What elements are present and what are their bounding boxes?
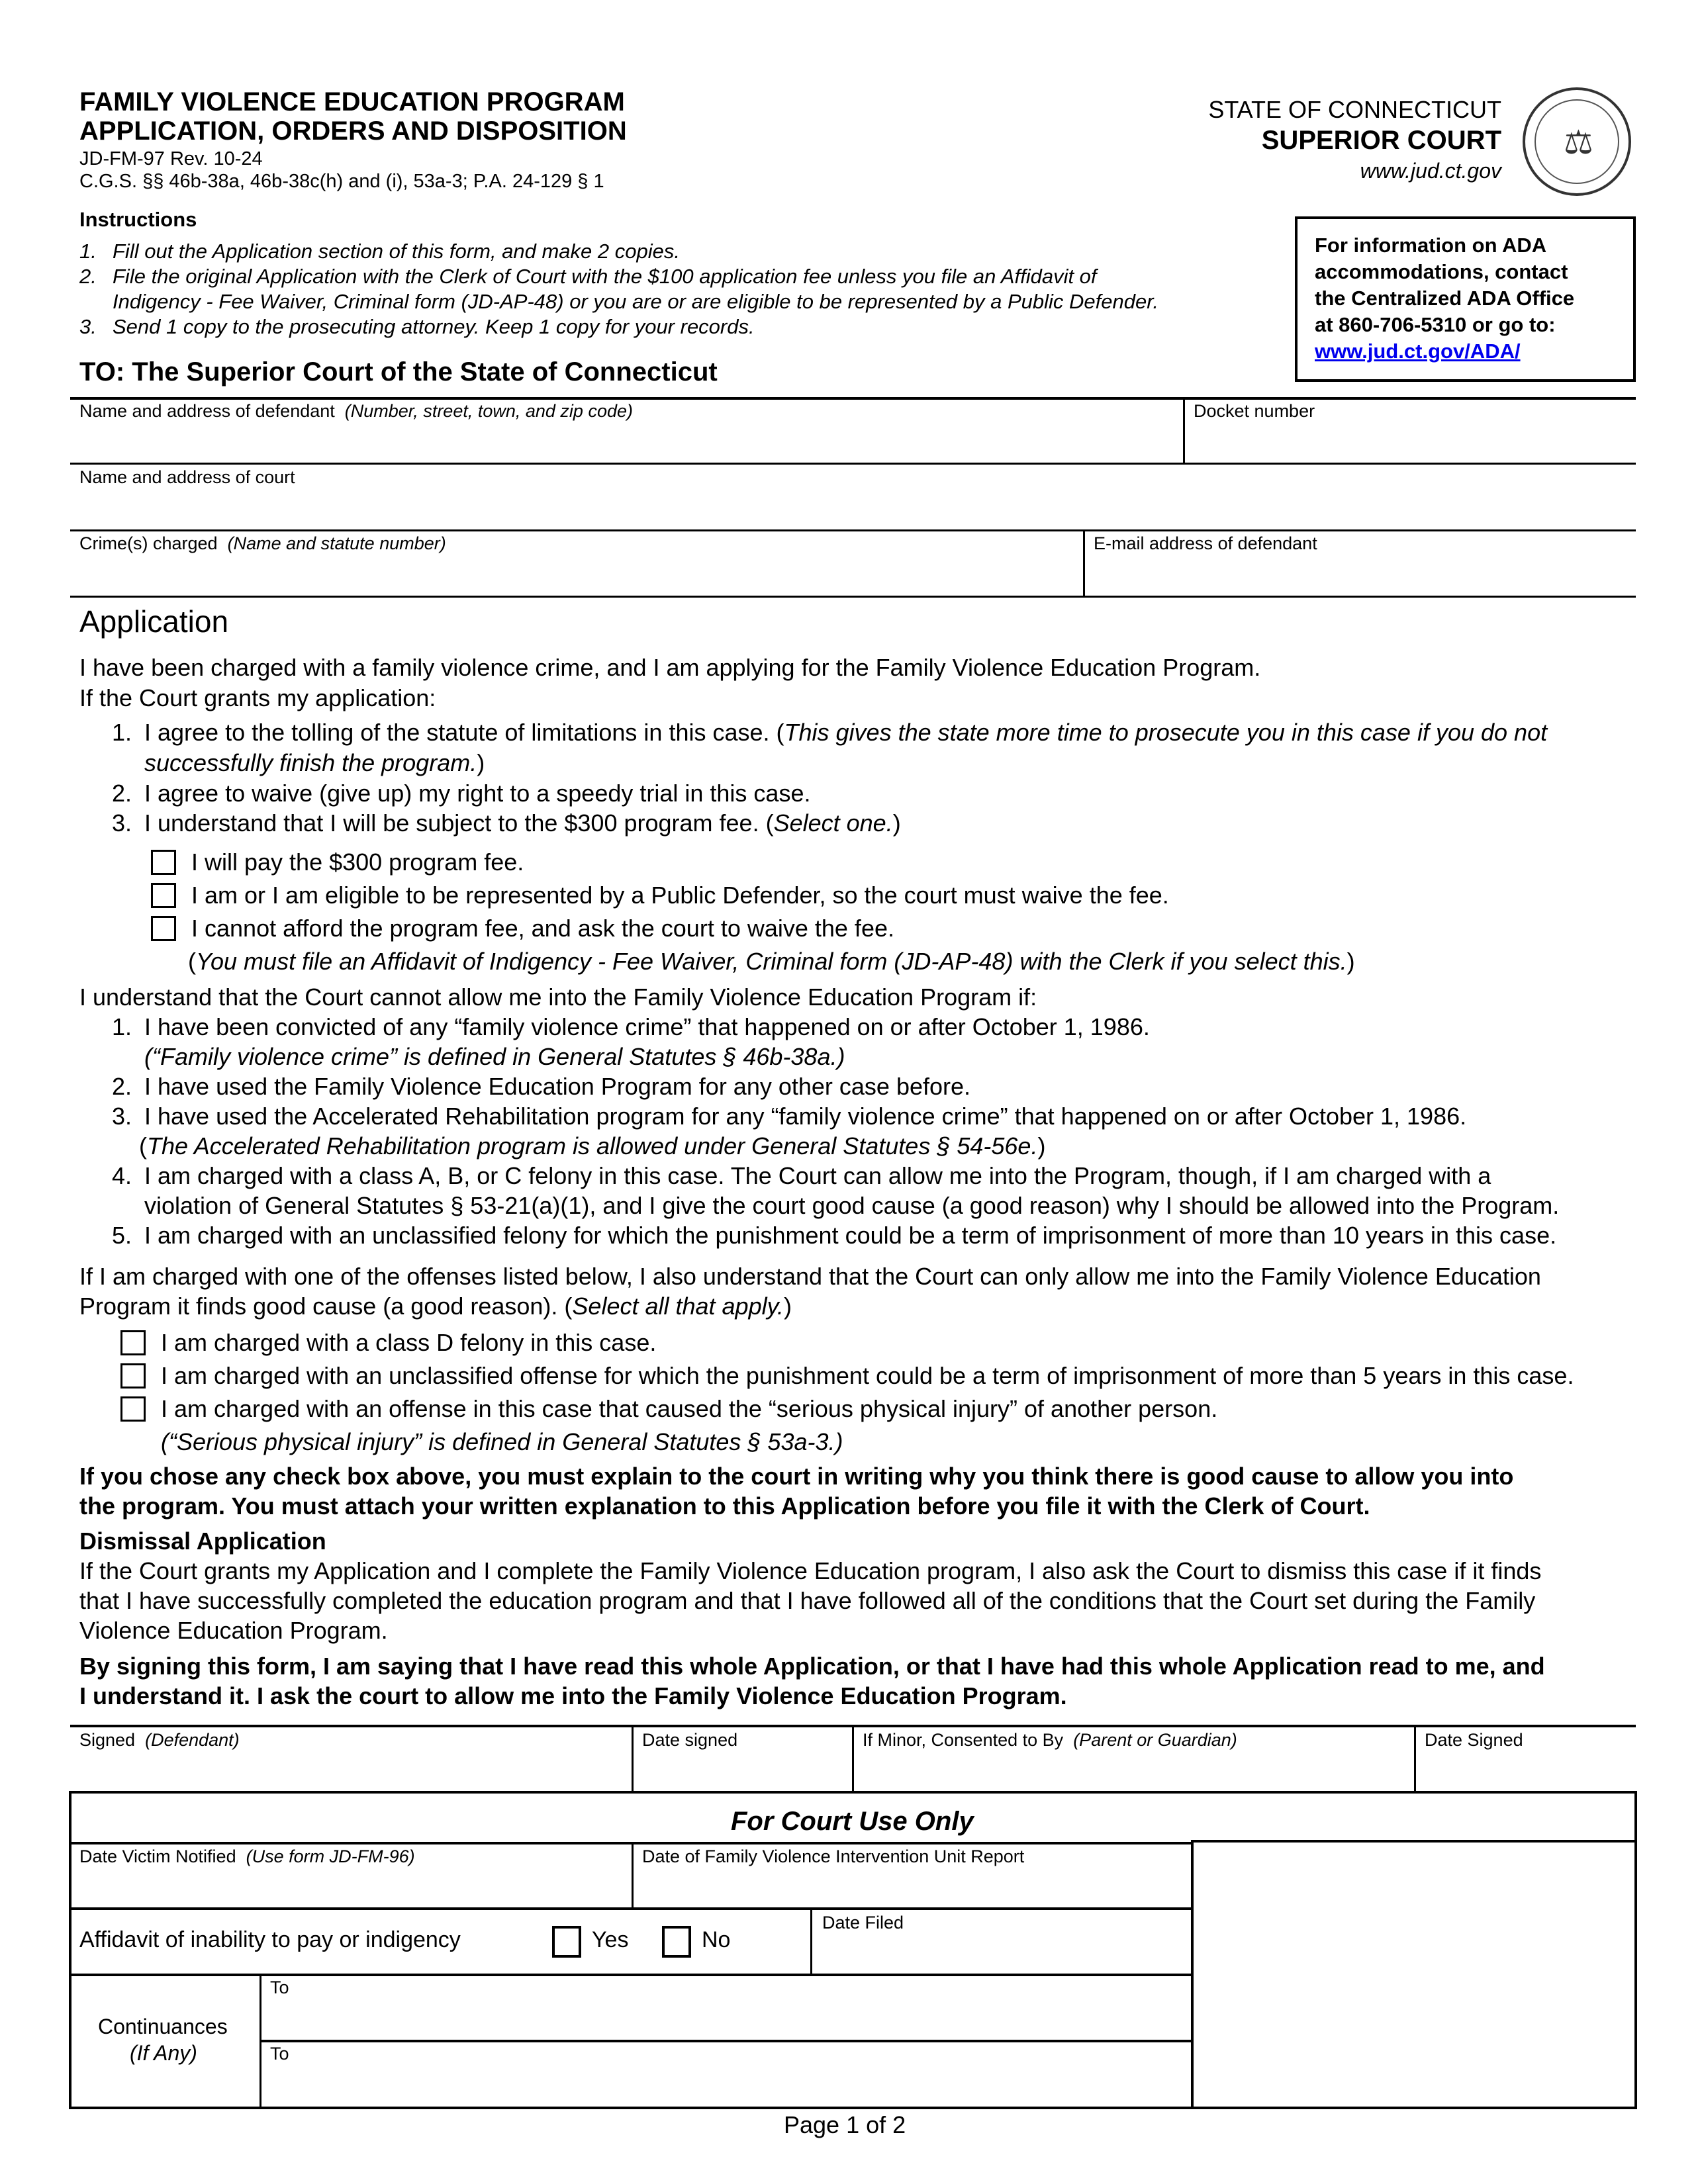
state-name: STATE OF CONNECTICUT: [1208, 96, 1501, 123]
list-num: 2.: [112, 780, 132, 807]
dismissal-text: that I have successfully completed the education program and that I have followed all of the conditions that the Court set during the Family: [79, 1587, 1536, 1614]
docket-field[interactable]: Docket number: [1194, 401, 1315, 421]
condition-1-note: (“Family violence crime” is defined in General Statutes § 46b-38a.): [144, 1043, 845, 1070]
text: This gives the state more time to prosecute you in this case if you do not: [784, 719, 1548, 746]
list-num: 5.: [112, 1222, 132, 1249]
dismissal-heading: Dismissal Application: [79, 1527, 326, 1555]
condition-4: I am charged with a class A, B, or C felony in this case. The Court can allow me into the Program, though, if I am charged with a: [144, 1162, 1491, 1189]
if-any-label: (If Any): [130, 2041, 197, 2065]
instr-text: Indigency - Fee Waiver, Criminal form (JD-AP-48) or you are or are eligible to be represented by a Public Defender.: [113, 290, 1158, 313]
field-label: Name and address of defendant: [79, 401, 335, 421]
signature-statement: By signing this form, I am saying that I have read this whole Application, or that I have had this whole Application read to me, and: [79, 1653, 1545, 1680]
list-num: 3.: [112, 1103, 132, 1130]
affidavit-yes-label: Yes: [592, 1927, 629, 1952]
offense-checkbox-serious-injury[interactable]: [120, 1396, 146, 1422]
field-label: If Minor, Consented to By: [863, 1730, 1064, 1750]
date-filed-field[interactable]: Date Filed: [822, 1913, 904, 1933]
field-hint: (Defendant): [145, 1730, 240, 1750]
form-title-line2: APPLICATION, ORDERS AND DISPOSITION: [79, 116, 627, 146]
affidavit-yes-checkbox[interactable]: [552, 1926, 581, 1958]
offense-note: (“Serious physical injury” is defined in General Statutes § 53a-3.): [161, 1428, 843, 1455]
court-use-title: For Court Use Only: [731, 1807, 974, 1836]
explanation-warning: the program. You must attach your written explanation to this Application before you file it with the Clerk of Court.: [79, 1492, 1370, 1520]
guardian-date-signed-field[interactable]: Date Signed: [1425, 1730, 1523, 1750]
field-hint: (Use form JD-FM-96): [246, 1846, 415, 1866]
offense-checkbox-class-d[interactable]: [120, 1330, 146, 1355]
victim-notified-field[interactable]: [79, 1846, 415, 1867]
agreement-1-cont: successfully finish the program.): [144, 749, 485, 776]
ada-line: at 860-706-5310 or go to:: [1315, 313, 1556, 336]
not-allowed-intro: I understand that the Court cannot allow me into the Family Violence Education Program if:: [79, 983, 1037, 1011]
condition-4-cont: violation of General Statutes § 53-21(a)(1), and I give the court good cause (a good reason) why I should be allowed into the Program.: [144, 1192, 1560, 1219]
list-num: 1.: [112, 719, 132, 746]
good-cause-text: If I am charged with one of the offenses listed below, I also understand that the Court can only allow me into the Family Violence Education: [79, 1263, 1541, 1290]
text: The Accelerated Rehabilitation program is allowed under General Statutes § 54-56e.: [147, 1132, 1038, 1160]
agreement-2: I agree to waive (give up) my right to a speedy trial in this case.: [144, 780, 811, 807]
continuance-to-field-2[interactable]: To: [270, 2044, 289, 2064]
intro-text: If the Court grants my application:: [79, 684, 436, 711]
affidavit-no-checkbox[interactable]: [662, 1926, 691, 1958]
form-title-line1: FAMILY VIOLENCE EDUCATION PROGRAM: [79, 87, 625, 116]
affidavit-label: Affidavit of inability to pay or indigency: [79, 1927, 461, 1952]
guardian-consent-field[interactable]: [863, 1730, 1237, 1751]
dismissal-text: Violence Education Program.: [79, 1617, 388, 1644]
instructions-heading: Instructions: [79, 208, 197, 231]
application-heading: Application: [79, 604, 229, 639]
condition-3-note: (The Accelerated Rehabilitation program is allowed under General Statutes § 54-56e.): [139, 1132, 1046, 1160]
offense-option: I am charged with an unclassified offense for which the punishment could be a term of imprisonment of more than 5 years in this case.: [161, 1362, 1574, 1389]
explanation-warning: If you chose any check box above, you must explain to the court in writing why you think there is good cause to allow you into: [79, 1463, 1514, 1490]
condition-5: I am charged with an unclassified felony for which the punishment could be a term of imprisonment of more than 10 years in this case.: [144, 1222, 1557, 1249]
text: You must file an Affidavit of Indigency - Fee Waiver, Criminal form (JD-AP-48) with the Clerk if you select this.: [196, 948, 1347, 975]
ada-line: the Centralized ADA Office: [1315, 287, 1575, 310]
text: Program it finds good cause (a good reason). (: [79, 1293, 573, 1320]
text: Select all that apply.: [572, 1293, 784, 1320]
ada-line: For information on ADA: [1315, 234, 1547, 257]
offense-option: I am charged with an offense in this case that caused the “serious physical injury” of another person.: [161, 1395, 1218, 1422]
instr-text: File the original Application with the Clerk of Court with the $100 application fee unless you file an Affidavit of: [113, 265, 1097, 288]
list-num: 3.: [112, 809, 132, 837]
signature-statement: I understand it. I ask the court to allow me into the Family Violence Education Program.: [79, 1682, 1067, 1709]
court-address-field[interactable]: Name and address of court: [79, 467, 295, 487]
signature-field[interactable]: [79, 1730, 240, 1751]
fee-option: I am or I am eligible to be represented by a Public Defender, so the court must waive the fee.: [191, 882, 1169, 909]
field-label: Crime(s) charged: [79, 533, 218, 553]
state-seal-logo: ⚖: [1523, 87, 1631, 196]
court-stamp-area: [1191, 1840, 1637, 2109]
fee-checkbox-pay[interactable]: [151, 850, 176, 875]
statutes: C.G.S. §§ 46b-38a, 46b-38c(h) and (i), 53a-3; P.A. 24-129 § 1: [79, 171, 604, 192]
text: Select one.: [773, 809, 893, 837]
fee-checkbox-public-defender[interactable]: [151, 883, 176, 908]
field-hint: (Name and statute number): [227, 533, 446, 553]
affidavit-no-label: No: [702, 1927, 731, 1952]
intro-text: I have been charged with a family violence crime, and I am applying for the Family Violence Education Program.: [79, 654, 1261, 681]
offense-option: I am charged with a class D felony in this case.: [161, 1329, 657, 1356]
to-heading: TO: The Superior Court of the State of Connecticut: [79, 357, 718, 387]
continuances-label: Continuances: [98, 2015, 228, 2038]
continuance-to-field-1[interactable]: To: [270, 1978, 289, 1997]
fviu-report-field[interactable]: Date of Family Violence Intervention Unit Report: [642, 1846, 1025, 1866]
fee-checkbox-cannot-afford[interactable]: [151, 916, 176, 941]
condition-2: I have used the Family Violence Education Program for any other case before.: [144, 1073, 971, 1100]
instr-num: 3.: [79, 315, 97, 338]
email-field[interactable]: E-mail address of defendant: [1094, 533, 1317, 553]
agreement-3: I understand that I will be subject to the $300 program fee. (Select one.): [144, 809, 901, 837]
instr-text: Fill out the Application section of this form, and make 2 copies.: [113, 240, 680, 263]
list-num: 1.: [112, 1013, 132, 1040]
agreement-1: [144, 719, 1547, 747]
field-hint: (Parent or Guardian): [1073, 1730, 1237, 1750]
ada-line: accommodations, contact: [1315, 260, 1568, 283]
form-id: JD-FM-97 Rev. 10-24: [79, 148, 263, 169]
list-num: 4.: [112, 1162, 132, 1189]
instr-num: 1.: [79, 240, 97, 263]
field-label: Date Victim Notified: [79, 1846, 236, 1866]
ada-info-box: [1295, 216, 1636, 382]
text: I understand that I will be subject to the $300 program fee. (: [144, 809, 774, 837]
good-cause-text: Program it finds good cause (a good reason). (Select all that apply.): [79, 1293, 792, 1320]
fee-option: I cannot afford the program fee, and ask the court to waive the fee.: [191, 915, 894, 942]
ada-link[interactable]: www.jud.ct.gov/ADA/: [1315, 340, 1521, 363]
list-num: 2.: [112, 1073, 132, 1100]
condition-3: I have used the Accelerated Rehabilitation program for any “family violence crime” that happened on or after October 1, 1986.: [144, 1103, 1467, 1130]
date-signed-field[interactable]: Date signed: [642, 1730, 738, 1750]
text: successfully finish the program.: [144, 749, 477, 776]
crimes-field[interactable]: [79, 533, 446, 554]
fee-note: (You must file an Affidavit of Indigency - Fee Waiver, Criminal form (JD-AP-48) with the Clerk if you select this.): [188, 948, 1355, 975]
instr-num: 2.: [79, 265, 97, 288]
court-name: SUPERIOR COURT: [1261, 126, 1501, 155]
field-label: Signed: [79, 1730, 136, 1750]
instr-text: Send 1 copy to the prosecuting attorney. Keep 1 copy for your records.: [113, 315, 755, 338]
website: www.jud.ct.gov: [1360, 159, 1501, 183]
fee-option: I will pay the $300 program fee.: [191, 848, 524, 876]
page-number: Page 1 of 2: [784, 2111, 906, 2138]
field-hint: (Number, street, town, and zip code): [344, 401, 633, 421]
offense-checkbox-unclassified[interactable]: [120, 1363, 146, 1388]
text: I agree to the tolling of the statute of limitations in this case. (: [144, 719, 784, 746]
dismissal-text: If the Court grants my Application and I complete the Family Violence Education program, I also ask the Court to dismiss this case if it finds: [79, 1557, 1542, 1584]
condition-1: I have been convicted of any “family violence crime” that happened on or after October 1, 1986.: [144, 1013, 1150, 1040]
defendant-field[interactable]: [79, 401, 633, 422]
